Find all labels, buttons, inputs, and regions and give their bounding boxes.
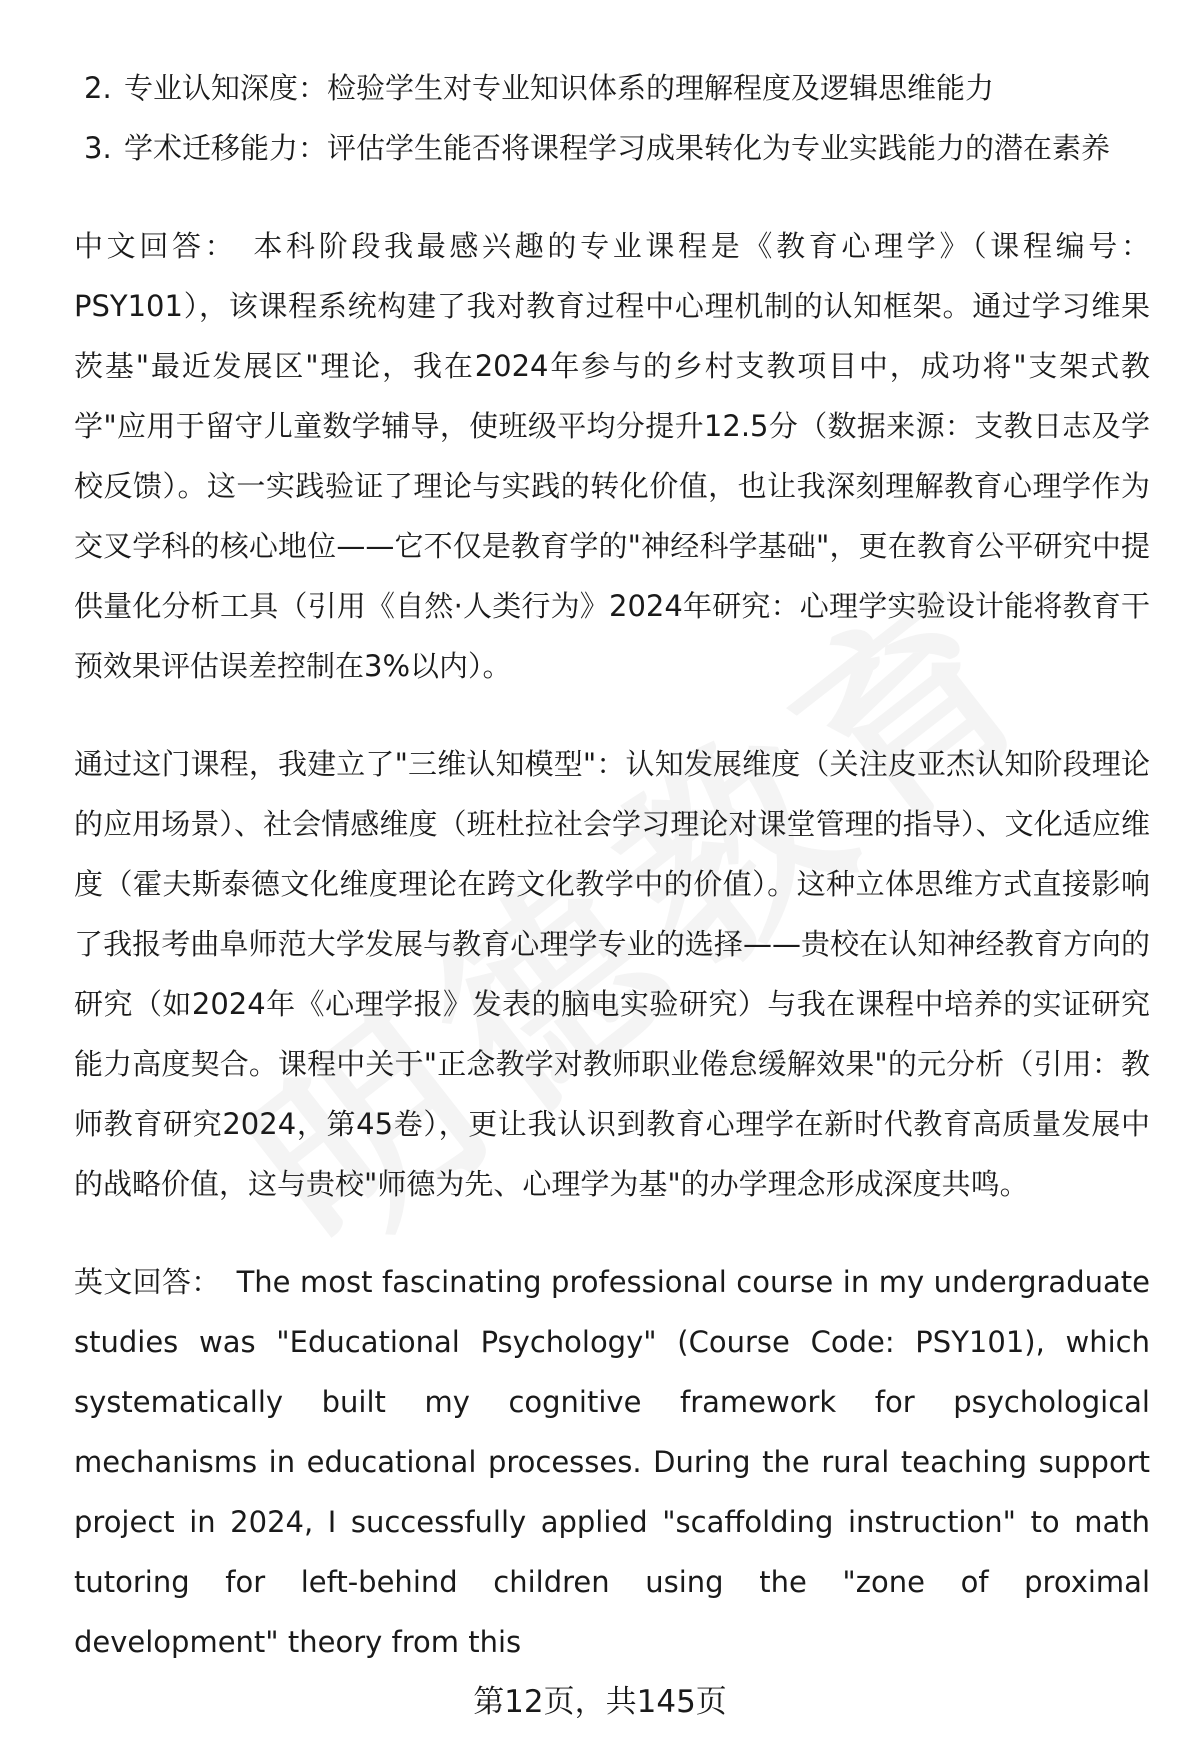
- numbered-list: [74, 58, 1150, 178]
- chinese-answer-paragraph: [74, 216, 1150, 696]
- list-item: [74, 118, 1150, 178]
- list-item: [74, 58, 1150, 118]
- chinese-answer-label: 中文回答：: [74, 229, 238, 263]
- english-answer-label: 英文回答：: [74, 1265, 221, 1299]
- list-item-text: 专业认知深度：检验学生对专业知识体系的理解程度及逻辑思维能力: [124, 71, 995, 105]
- course-reflection-paragraph: 通过这门课程，我建立了"三维认知模型"：认知发展维度（关注皮亚杰认知阶段理论的应用场景）、社会情感维度（班杜拉社会学习理论对课堂管理的指导）、文化适应维度（霍夫斯泰德文化维度理论在跨文化教学中的价值）。这种立体思维方式直接影响了我报考曲阜师范大学发展与教育心理学专业的选择——贵校在认知神经教育方向的研究（如2024年《心理学报》发表的脑电实验研究）与我在课程中培养的实证研究能力高度契合。课程中关于"正念教学对教师职业倦怠缓解效果"的元分析（引用：教师教育研究2024，第45卷），更让我认识到教育心理学在新时代教育高质量发展中的战略价值，这与贵校"师德为先、心理学为基"的办学理念形成深度共鸣。: [74, 747, 1150, 1201]
- list-item-number: 3.: [84, 131, 112, 165]
- english-answer-text: The most fascinating professional course in my undergraduate studies was "Educational Psychology" (Course Code: PSY101), which systematically built my cognitive framework for psychological mechanisms in educational processes. During the rural teaching support project in 2024, I successfully applied "scaffolding instruction" to math tutoring for left-behind children using the "zone of proximal development" theory from this: [74, 1265, 1150, 1659]
- page-content: [74, 58, 1150, 1672]
- chinese-answer-text: 本科阶段我最感兴趣的专业课程是《教育心理学》（课程编号：PSY101），该课程系统构建了我对教育过程中心理机制的认知框架。通过学习维果茨基"最近发展区"理论，我在2024年参与的乡村支教项目中，成功将"支架式教学"应用于留守儿童数学辅导，使班级平均分提升12.5分（数据来源：支教日志及学校反馈）。这一实践验证了理论与实践的转化价值，也让我深刻理解教育心理学作为交叉学科的核心地位——它不仅是教育学的"神经科学基础"，更在教育公平研究中提供量化分析工具（引用《自然·人类行为》2024年研究：心理学实验设计能将教育干预效果评估误差控制在3%以内）。: [74, 229, 1150, 683]
- list-item-text: 学术迁移能力：评估学生能否将课程学习成果转化为专业实践能力的潜在素养: [124, 131, 1111, 165]
- english-answer-paragraph: [74, 1252, 1150, 1672]
- list-item-number: 2.: [84, 71, 112, 105]
- page-number-footer: 第12页，共145页: [473, 1684, 727, 1720]
